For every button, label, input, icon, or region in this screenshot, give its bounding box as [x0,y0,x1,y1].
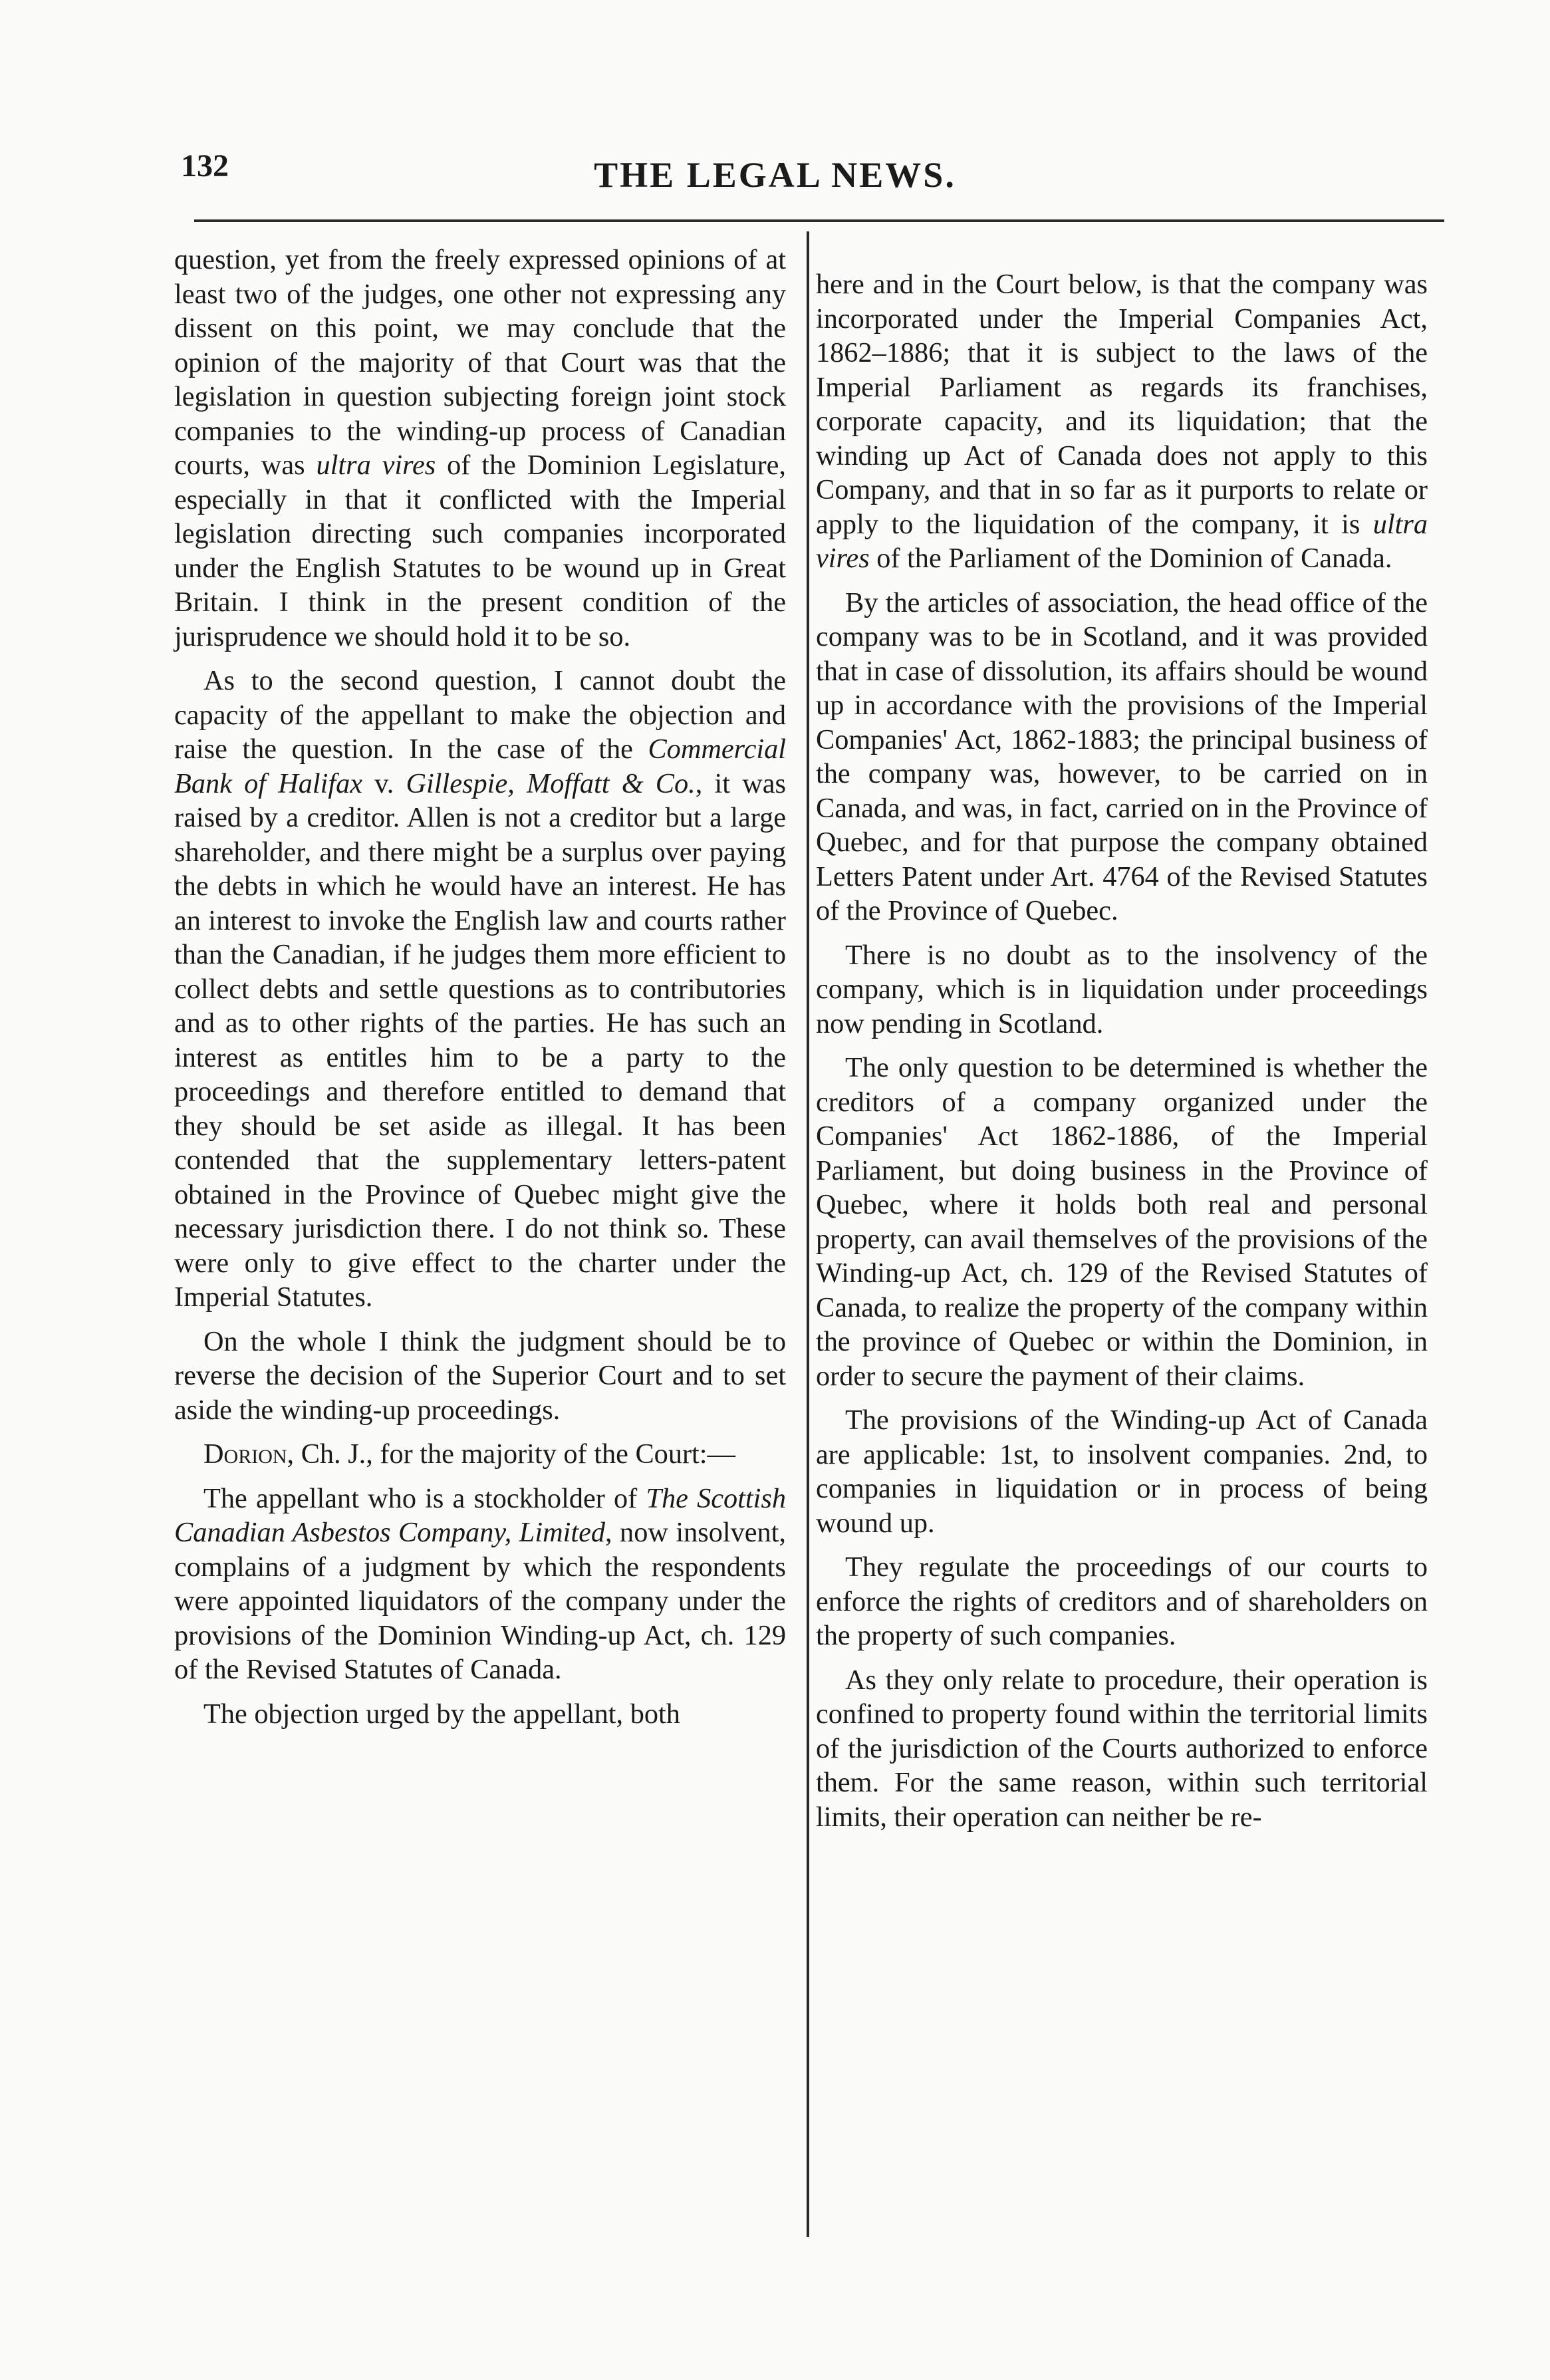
left-paragraph-1: question, yet from the freely expressed opinions of at least two of the judges, one other not expressing any dissent on this point, we may conclude that the opinion of the majority of that Court was that the legislation in question subjecting foreign joint stock companies to the winding-up process of Canadian courts, was ultra vires of the Dominion Legislature, especially in that it conflicted with the Imperial legislation directing such companies incorporated under the English Statutes to be wound up in Great Britain. I think in the present condition of the jurisprudence we should hold it to be so. [174,244,787,652]
left-paragraph-4: Dorion, Ch. J., for the majority of the Court:— [203,1438,735,1470]
right-paragraph-3: There is no doubt as to the insolvency of the company, which is in liquidation under proceedings now pending in Scotland. [816,939,1428,1039]
right-paragraph-2: By the articles of association, the head office of the company was to be in Scotland, and it was provided that in case of dissolution, its affairs should be wound up in accordance with the provisions of the Imperial Companies' Act, 1862-1883; the principal business of the company was, however, to be carried on in Canada, and was, in fact, carried on in the Province of Quebec, and for that purpose the company obtained Letters Patent under Art. 4764 of the Revised Statutes of the Province of Quebec. [816,587,1428,926]
column-divider [807,231,809,2237]
running-head: THE LEGAL NEWS. [594,155,956,195]
left-paragraph-5: The appellant who is a stockholder of The Scottish Canadian Asbestos Company, Limited, now insolvent, complains of a judgment by which the respondents were appointed liquidators of the company under the provisions of the Dominion Winding-up Act, ch. 129 of the Revised Statutes of Canada. [174,1482,786,1685]
judge-name: Dorion [203,1438,287,1470]
page-number: 132 [181,148,229,184]
right-paragraph-7: As they only relate to procedure, their operation is confined to property found within the territorial limits of the jurisdiction of the Courts authorized to enforce them. For the same reason, within such territorial limits, their operation can neither be re- [816,1664,1428,1833]
right-paragraph-5: The provisions of the Winding-up Act of Canada are applicable: 1st, to insolvent companies. 2nd, to companies in liquidation or in process of being wound up. [816,1404,1428,1539]
right-column [816,267,1428,1844]
right-paragraph-6: They regulate the proceedings of our courts to enforce the rights of creditors and of shareholders on the property of such companies. [816,1551,1428,1651]
left-paragraph-6: The objection urged by the appellant, both [203,1698,680,1730]
left-paragraph-2: As to the second question, I cannot doubt the capacity of the appellant to make the objection and raise the question. In the case of the Commercial Bank of Halifax v. Gillespie, Moffatt & Co., it was raised by a creditor. Allen is not a creditor but a large shareholder, and there might be a surplus over paying the debts in which he would have an interest. He has an interest to invoke the English law and courts rather than the Canadian, if he judges them more efficient to collect debts and settle questions as to contributories and as to other rights of the parties. He has such an interest as entitles him to be a party to the proceedings and therefore entitled to demand that they should be set aside as illegal. It has been contended that the supplementary letters-patent obtained in the Province of Quebec might give the necessary jurisdiction there. I do not think so. These were only to give effect to the charter under the Imperial Statutes. [174,665,787,1313]
left-paragraph-3: On the whole I think the judgment should be to reverse the decision of the Superior Court and to set aside the winding-up proceedings. [174,1325,786,1426]
left-column [174,243,786,1741]
right-paragraph-4: The only question to be determined is whether the creditors of a company organized under the Companies' Act 1862-1886, of the Imperial Parliament, but doing business in the Province of Quebec, where it holds both real and personal property, can avail themselves of the provisions of the Winding-up Act, ch. 129 of the Revised Statutes of Canada, to realize the property of the company within the province of Quebec or within the Dominion, in order to secure the payment of their claims. [816,1052,1428,1392]
right-paragraph-1: here and in the Court below, is that the company was incorporated under the Imperial Companies Act, 1862–1886; that it is subject to the laws of the Imperial Parliament as regards its franchises, corporate capacity, and its liquidation; that the winding up Act of Canada does not apply to this Company, and that in so far as it purports to relate or apply to the liquidation of the company, it is ultra vires of the Parliament of the Dominion of Canada. [816,269,1428,574]
header-rule [194,219,1444,222]
